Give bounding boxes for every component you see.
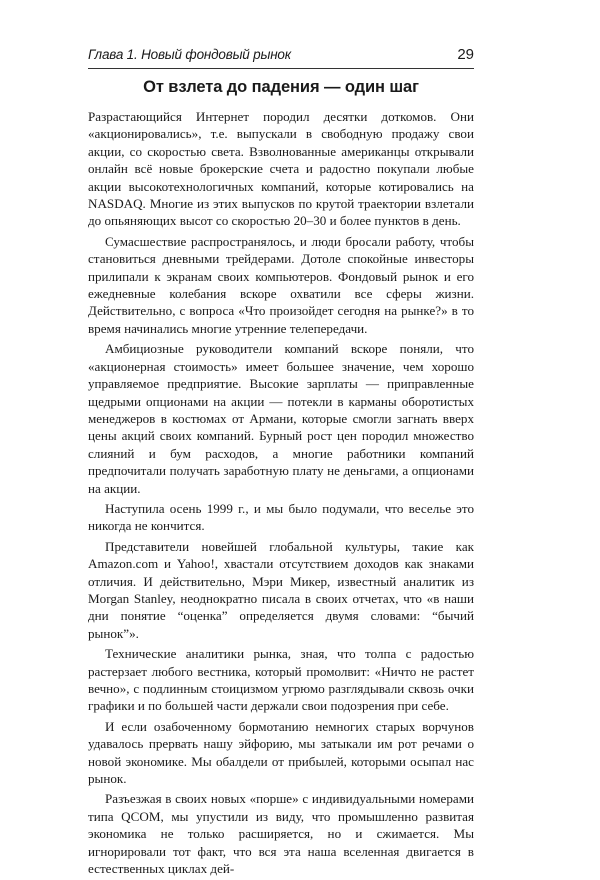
paragraph: Наступила осень 1999 г., и мы было подумали, что веселье это никогда не кончится.: [88, 500, 474, 534]
body-text: [88, 108, 474, 880]
paragraph: Сумасшествие распространялось, и люди бросали работу, чтобы становиться дневными трейдерами. Дотоле спокойные инвесторы прилипали к экранам своих компьютеров. Фондовый рынок и его ежедневные колебания вскоре охватили все сферы жизни. Действительно, с вопроса «Что произойдет сегодня на рынке?» в то время начинались многие утренние телепередачи.: [88, 233, 474, 336]
chapter-title: Глава 1. Новый фондовый рынок: [88, 47, 291, 62]
paragraph: И если озабоченному бормотанию немногих старых ворчунов удавалось прервать нашу эйфорию, мы затыкали им рот речами о новой экономике. Мы обалдели от прибылей, которыми осыпал нас рынок.: [88, 718, 474, 787]
paragraph: Представители новейшей глобальной культуры, такие как Amazon.com и Yahoo!, хвастали отсутствием доходов как знаками отличия. И действительно, Мэри Микер, известный аналитик из Morgan Stanley, неоднократно писала в своих отчетах, что «в наши дни понятие “оценка” определяется двумя словами: “бычий рынок”».: [88, 538, 474, 641]
paragraph: Разъезжая в своих новых «порше» с индивидуальными номерами типа QCOM, мы упустили из виду, что промышленно развитая экономика не только расширяется, но и сжимается. Мы игнорировали тот факт, что вся эта наша вселенная двигается в естественных циклах дей-: [88, 791, 474, 877]
paragraph: Разрастающийся Интернет породил десятки доткомов. Они «акционировались», т.е. выпускали в свободную продажу свои акции, со скоростью света. Взволнованные американцы открывали онлайн всё новые брокерские счета и радостно покупали любые акции высокотехнологичных компаний, которые котировались на NASDAQ. Многие из этих выпусков по крутой траектории взлетали до опьяняющих высот со скоростью 20–30 и более пунктов в день.: [88, 109, 474, 229]
running-header: [88, 46, 474, 69]
paragraph: Технические аналитики рынка, зная, что толпа с радостью растерзает любого вестника, который промолвит: «Ничто не растет вечно», с подлинным стоицизмом угрюмо разглядывали сквозь очки графики и по большей части держали свои подозрения при себе.: [88, 646, 474, 714]
section-heading: От взлета до падения — один шаг: [143, 78, 419, 96]
paragraph: Амбициозные руководители компаний вскоре поняли, что «акционерная стоимость» имеет большее значение, чем хорошо управляемое предприятие. Высокие зарплаты — приправленные щедрыми опционами на акции — потекли в карманы оборотистых менеджеров в костюмах от Армани, которые смогли загнать вверх цены акций своих компаний. Бурный рост цен породил множество слияний и бум расходов, а многие работники компаний предпочитали получать заработную плату не деньгами, а опционами на акции.: [88, 341, 474, 496]
page-number: 29: [457, 46, 474, 63]
